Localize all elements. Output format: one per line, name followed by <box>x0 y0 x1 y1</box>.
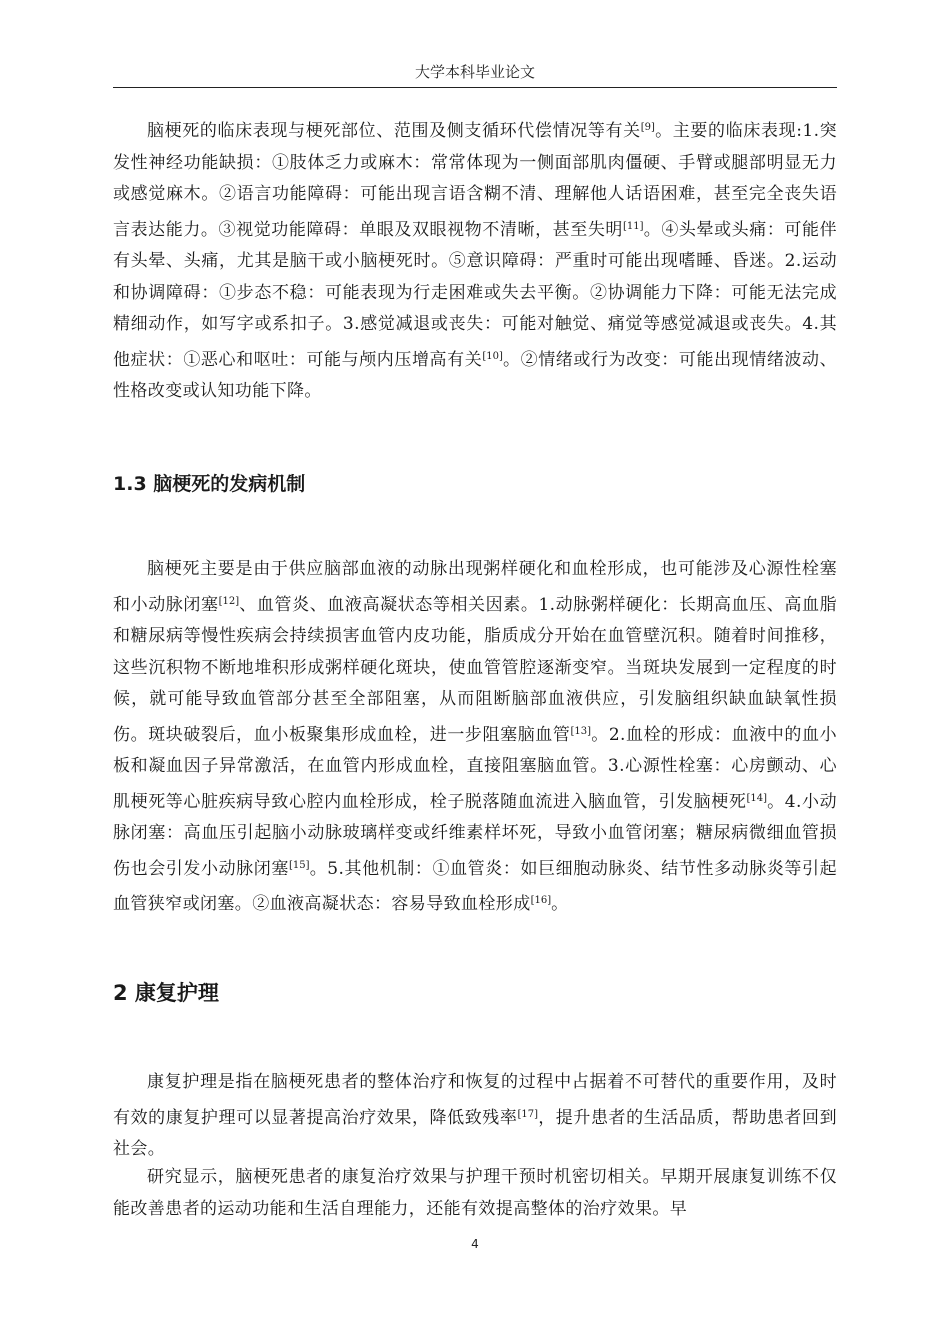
text-run: 研究显示，脑梗死患者的康复治疗效果与护理干预时机密切相关。早期开展康复训练不仅能改善患者的运动功能和生活自理能力，还能有效提高整体的治疗效果。早 <box>113 1167 837 1219</box>
paragraph-pathogenesis <box>113 554 837 921</box>
citation-ref: [10] <box>482 350 503 362</box>
text-run: 、血管炎、血液高凝状态等相关因素。1.动脉粥样硬化：长期高血压、高血脂和糖尿病等慢性疾病会持续损害血管内皮功能，脂质成分开始在血管壁沉积。随着时间推移，这些沉积物不断地堆积形成粥样硬化斑块，使血管管腔逐渐变窄。当斑块发展到一定程度的时候，就可能导致血管部分甚至全部阻塞，从而阻断脑部血液供应，引发脑组织缺血缺氧性损伤。斑块破裂后，血小板聚集形成血栓，进一步阻塞脑血管 <box>113 594 837 745</box>
paragraph-rehab-timing <box>113 1162 837 1225</box>
citation-ref: [9] <box>640 122 655 133</box>
citation-ref: [14] <box>746 792 767 804</box>
paragraph-rehab-intro <box>113 1067 837 1166</box>
text-run: 。 <box>551 894 569 914</box>
citation-ref: [13] <box>570 725 592 737</box>
citation-ref: [11] <box>623 220 644 232</box>
section-heading-2: 2 康复护理 <box>113 981 219 1005</box>
text-run: 康复护理是指在脑梗死患者的整体治疗和恢复的过程中占据着不可替代的重要作用，及时有效的康复护理可以显著提高治疗效果，降低致残率 <box>113 1072 837 1128</box>
page-number: 4 <box>471 1237 479 1251</box>
text-run: 脑梗死主要是由于供应脑部血液的动脉出现粥样硬化和血栓形成，也可能涉及心源性栓塞和小动脉闭塞 <box>113 559 837 615</box>
citation-ref: [16] <box>530 895 552 906</box>
text-run: 。④头晕或头痛：可能伴有头晕、头痛，尤其是脑干或小脑梗死时。⑤意识障碍：严重时可能出现嗜睡、昏迷。2.运动和协调障碍：①步态不稳：可能表现为行走困难或失去平衡。②协调能力下降：可能无法完成精细动作，如写字或系扣子。3.感觉减退或丧失：可能对触觉、痛觉等感觉减退或丧失。4.其他症状：①恶心和呕吐：可能与颅内压增高有关 <box>113 219 837 370</box>
text-run: 。4.小动脉闭塞：高血压引起脑小动脉玻璃样变或纤维素样坏死，导致小血管闭塞；糖尿病微细血管损伤也会引发小动脉闭塞 <box>113 791 837 879</box>
paragraph-clinical-manifestations <box>113 112 837 408</box>
section-heading-1-3: 1.3 脑梗死的发病机制 <box>113 473 306 495</box>
header-divider <box>113 87 837 88</box>
text-run: 脑梗死的临床表现与梗死部位、范围及侧支循环代偿情况等有关 <box>147 121 641 141</box>
text-run: ，提升患者的生活品质，帮助患者回到社会。 <box>113 1107 837 1159</box>
text-run: 。②情绪或行为改变：可能出现情绪波动、性格改变或认知功能下降。 <box>113 349 837 401</box>
citation-ref: [17] <box>517 1108 539 1120</box>
page-header-title: 大学本科毕业论文 <box>414 63 535 81</box>
text-run: 。2.血栓的形成：血液中的血小板和凝血因子异常激活，在血管内形成血栓，直接阻塞脑血管。3.心源性栓塞：心房颤动、心肌梗死等心脏疾病导致心腔内血栓形成，栓子脱落随血流进入脑血管，引发脑梗死 <box>113 724 837 812</box>
text-run: 。5.其他机制：①血管炎：如巨细胞动脉炎、结节性多动脉炎等引起血管狭窄或闭塞。②血液高凝状态：容易导致血栓形成 <box>113 858 838 914</box>
citation-ref: [15] <box>288 859 310 871</box>
text-run: 。主要的临床表现:1.突发性神经功能缺损：①肢体乏力或麻木：常常体现为一侧面部肌肉僵硬、手臂或腿部明显无力或感觉麻木。②语言功能障碍：可能出现言语含糊不清、理解他人话语困难，甚至完全丧失语言表达能力。③视觉功能障碍：单眼及双眼视物不清晰，甚至失明 <box>113 121 838 240</box>
citation-ref: [12] <box>218 595 240 607</box>
